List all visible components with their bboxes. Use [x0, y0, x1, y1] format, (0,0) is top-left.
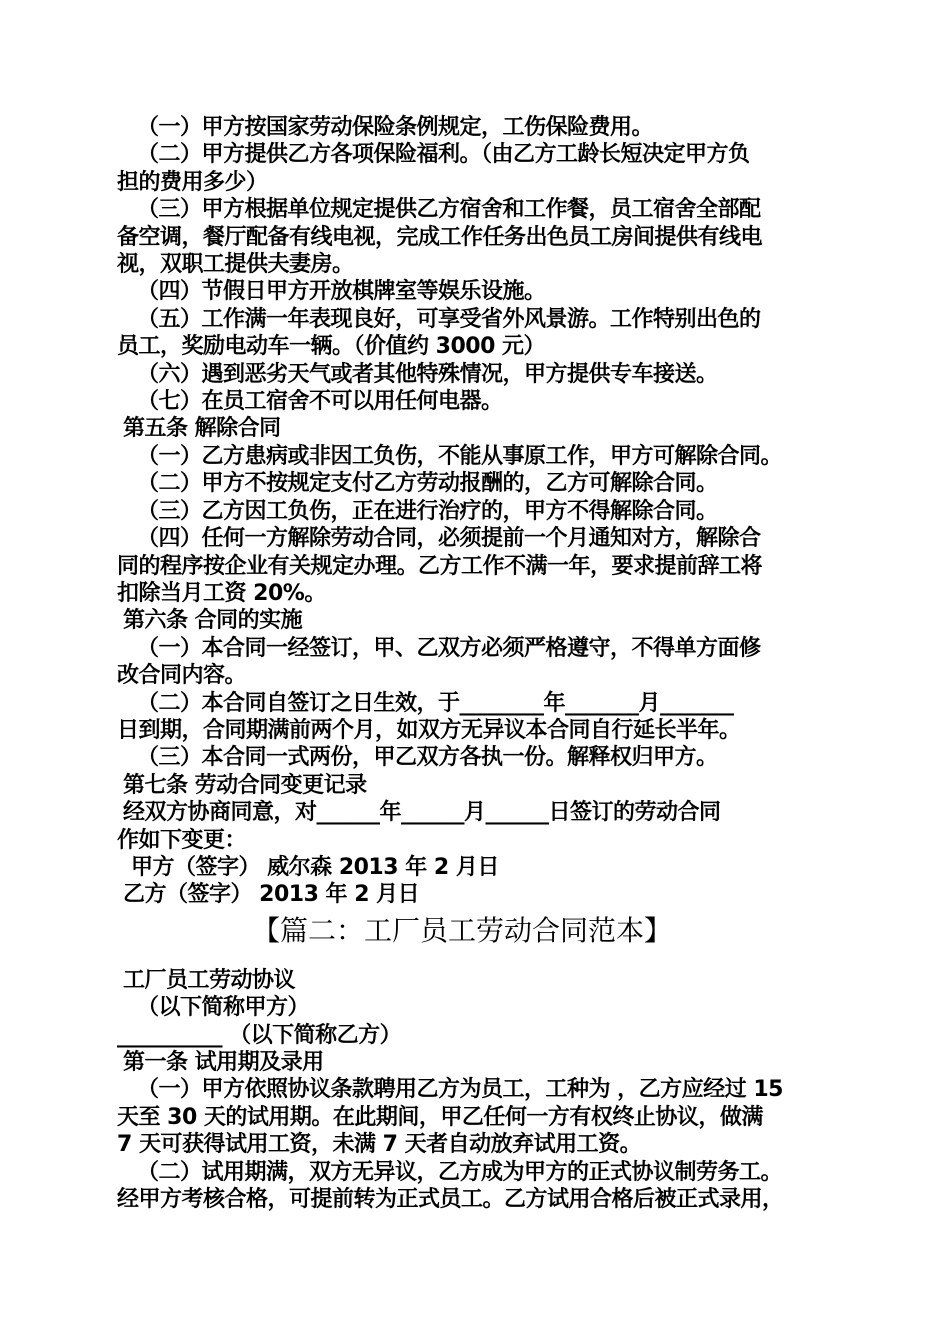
clause-line: （三）本合同一式两份，甲乙双方各执一份。解释权归甲方。	[137, 745, 718, 771]
clause-line: （五）工作满一年表现良好，可享受省外风景游。工作特别出色的	[137, 306, 761, 332]
signature-line-party-a: 甲方（签字） 威尔森 2013 年 2 月日	[131, 854, 499, 880]
clause-line: 经甲方考核合格，可提前转为正式员工。乙方试用合格后被正式录用，	[117, 1187, 784, 1213]
clause-line: 作如下变更：	[117, 827, 247, 853]
clause-line: 同的程序按企业有关规定办理。乙方工作不满一年，要求提前辞工将	[117, 553, 763, 579]
clause-line: （六）遇到恶劣天气或者其他特殊情况，甲方提供专车接送。	[137, 361, 718, 387]
clause-line: 担的费用多少）	[117, 169, 268, 195]
article-title: 第六条 合同的实施	[123, 608, 303, 634]
clause-line: （三）甲方根据单位规定提供乙方宿舍和工作餐，员工宿舍全部配	[137, 197, 761, 223]
clause-line: （一）甲方按国家劳动保险条例规定，工伤保险费用。	[137, 115, 654, 140]
clause-line: 员工，奖励电动车一辆。（价值约 3000 元）	[117, 334, 546, 360]
clause-line: 扣除当月工资 20%。	[117, 580, 326, 606]
article-title: 第五条 解除合同	[123, 416, 281, 442]
clause-line: 视，双职工提供夫妻房。	[117, 252, 354, 278]
article-title: 第七条 劳动合同变更记录	[123, 772, 367, 798]
clause-line: （七）在员工宿舍不可以用任何电器。	[137, 389, 503, 415]
clause-line: （二）本合同自签订之日生效，于________年_______月_______	[137, 690, 734, 716]
document-body	[117, 114, 837, 1213]
party-b-line: __________ （以下简称乙方）	[117, 1022, 402, 1048]
clause-line: （一）甲方依照协议条款聘用乙方为员工，工种为 ，乙方应经过 15	[137, 1077, 783, 1103]
clause-line: （四）节假日甲方开放棋牌室等娱乐设施。	[137, 279, 546, 305]
clause-line: 改合同内容。	[117, 663, 247, 689]
section-heading: 【篇二：工厂员工劳动合同范本】	[251, 913, 672, 947]
party-a-line: （以下简称甲方）	[137, 995, 310, 1021]
clause-line: 经双方协商同意，对______年______月______日签订的劳动合同	[123, 800, 721, 826]
clause-line: （一）乙方患病或非因工负伤，不能从事原工作，甲方可解除合同。	[137, 443, 783, 469]
clause-line: 天至 30 天的试用期。在此期间，甲乙任何一方有权终止协议，做满	[117, 1104, 763, 1130]
article-title: 第一条 试用期及录用	[123, 1050, 324, 1075]
agreement-title: 工厂员工劳动协议	[123, 967, 296, 993]
clause-line: （二）甲方提供乙方各项保险福利。（由乙方工龄长短决定甲方负	[137, 142, 750, 168]
clause-line: （二）试用期满，双方无异议，乙方成为甲方的正式协议制劳务工。	[137, 1159, 783, 1185]
clause-line: （一）本合同一经签订，甲、乙双方必须严格遵守，不得单方面修	[137, 635, 761, 661]
clause-line: 7 天可获得试用工资，未满 7 天者自动放弃试用工资。	[117, 1132, 642, 1158]
signature-line-party-b: 乙方（签字） 2013 年 2 月日	[123, 882, 420, 908]
clause-line: 备空调，餐厅配备有线电视，完成工作任务出色员工房间提供有线电	[117, 224, 763, 250]
clause-line: 日到期，合同期满前两个月，如双方无异议本合同自行延长半年。	[117, 717, 741, 743]
clause-line: （四）任何一方解除劳动合同，必须提前一个月通知对方，解除合	[137, 526, 761, 552]
clause-line: （二）甲方不按规定支付乙方劳动报酬的，乙方可解除合同。	[137, 471, 718, 497]
clause-line: （三）乙方因工负伤，正在进行治疗的，甲方不得解除合同。	[137, 498, 718, 524]
